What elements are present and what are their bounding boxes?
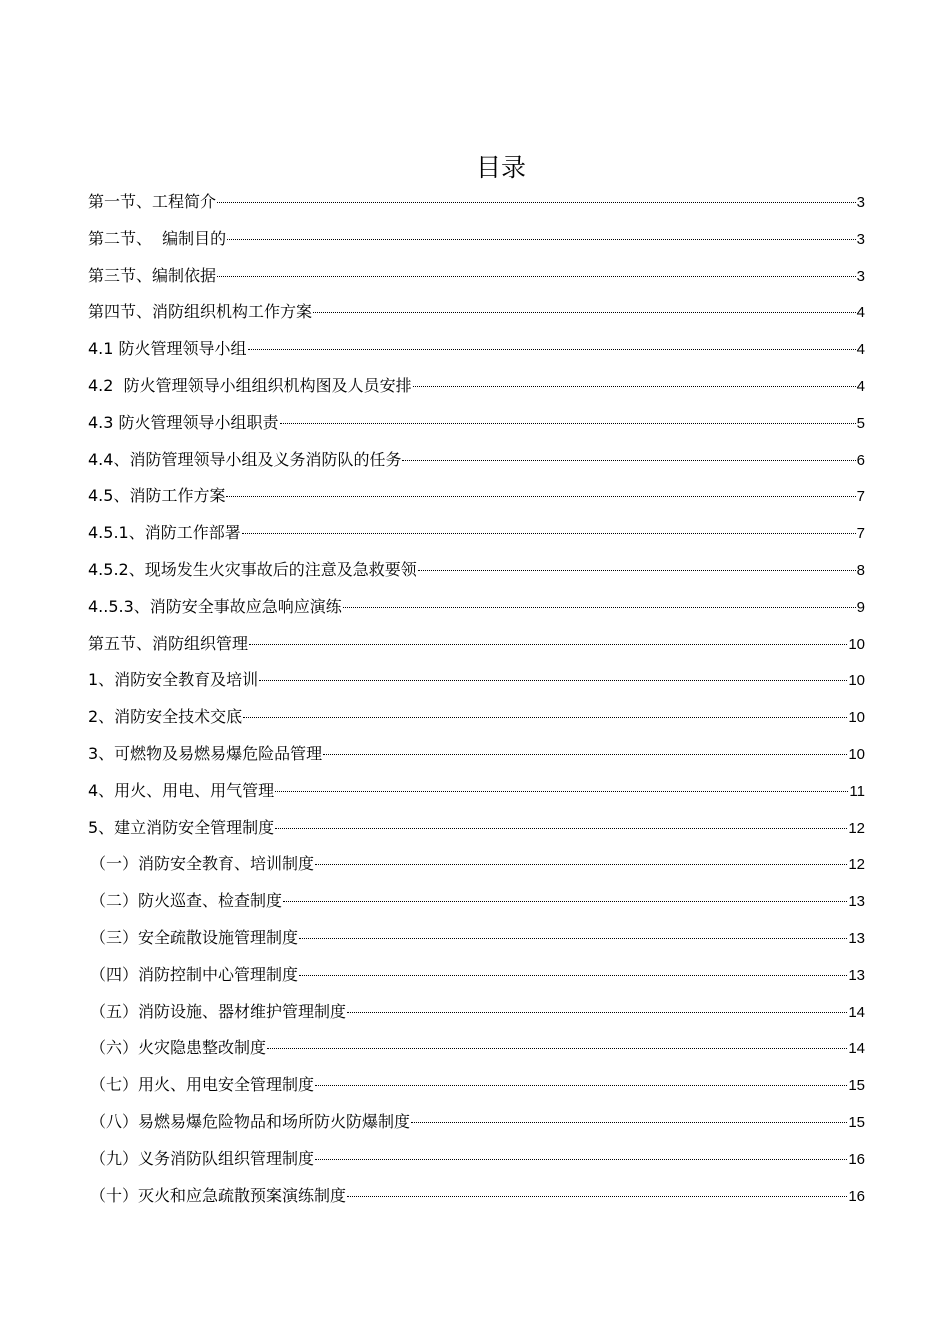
toc-entry[interactable] xyxy=(88,448,865,485)
toc-leader-dots xyxy=(217,276,856,277)
toc-page-number: 4 xyxy=(856,341,865,359)
toc-leader-dots xyxy=(275,791,848,792)
toc-leader-dots xyxy=(418,570,856,571)
toc-entry[interactable] xyxy=(88,852,865,889)
toc-page-number: 3 xyxy=(856,267,865,285)
toc-entry[interactable] xyxy=(88,668,865,705)
toc-entry-label: （一）消防安全教育、培训制度 xyxy=(90,854,315,874)
toc-leader-dots xyxy=(299,938,847,939)
toc-page-number: 6 xyxy=(856,451,865,469)
toc-page-number: 4 xyxy=(856,377,865,395)
toc-page-number: 3 xyxy=(856,230,865,248)
toc-entry-label: （九）义务消防队组织管理制度 xyxy=(90,1148,315,1168)
toc-entry-label: 第五节、消防组织管理 xyxy=(88,633,249,653)
toc-leader-dots xyxy=(313,312,856,313)
toc-entry[interactable] xyxy=(88,963,865,1000)
toc-leader-dots xyxy=(315,1159,847,1160)
toc-entry[interactable] xyxy=(88,484,865,521)
toc-page-number: 15 xyxy=(848,1077,865,1095)
toc-title: 目录 xyxy=(475,152,526,182)
toc-entry[interactable] xyxy=(88,411,865,448)
toc-leader-dots xyxy=(242,533,856,534)
toc-page-number: 10 xyxy=(848,672,865,690)
toc-entry[interactable] xyxy=(88,1000,865,1037)
toc-entry[interactable] xyxy=(88,374,865,411)
toc-entry-label: 第四节、消防组织机构工作方案 xyxy=(88,302,313,322)
toc-entry[interactable] xyxy=(88,816,865,853)
toc-entry[interactable] xyxy=(88,264,865,301)
toc-entry-label: 2、消防安全技术交底 xyxy=(88,707,243,727)
toc-entry[interactable] xyxy=(88,1184,865,1221)
toc-entry-label: 4.5、消防工作方案 xyxy=(88,486,226,506)
toc-page-number: 10 xyxy=(848,745,865,763)
toc-leader-dots xyxy=(347,1012,847,1013)
toc-page-number: 11 xyxy=(849,782,865,800)
toc-entry[interactable] xyxy=(88,190,865,227)
toc-page-number: 12 xyxy=(848,856,865,874)
toc-entry-label: 3、可燃物及易燃易爆危险品管理 xyxy=(88,743,323,763)
toc-leader-dots xyxy=(249,644,847,645)
toc-entry[interactable] xyxy=(88,337,865,374)
toc-entry-label: 4.4、消防管理领导小组及义务消防队的任务 xyxy=(88,449,402,469)
toc-entry-label: 4.3 防火管理领导小组职责 xyxy=(88,412,279,432)
toc-entry[interactable] xyxy=(88,521,865,558)
toc-leader-dots xyxy=(413,386,856,387)
toc-entry[interactable] xyxy=(88,300,865,337)
toc-entry-label: （七）用火、用电安全管理制度 xyxy=(90,1075,315,1095)
toc-leader-dots xyxy=(343,607,856,608)
toc-entry-label: 第一节、工程简介 xyxy=(88,192,217,211)
toc-entry[interactable] xyxy=(88,1110,865,1147)
toc-leader-dots xyxy=(248,349,856,350)
toc-leader-dots xyxy=(227,239,855,240)
toc-leader-dots xyxy=(280,423,856,424)
toc-page-number: 9 xyxy=(856,598,865,616)
toc-page-number: 3 xyxy=(856,194,865,211)
toc-entry[interactable] xyxy=(88,926,865,963)
toc-leader-dots xyxy=(347,1196,847,1197)
toc-entry[interactable] xyxy=(88,1073,865,1110)
toc-leader-dots xyxy=(283,901,847,902)
toc-page-number: 13 xyxy=(848,929,865,947)
toc-entry-label: 第三节、编制依据 xyxy=(88,265,217,285)
toc-entry[interactable] xyxy=(88,1147,865,1184)
toc-leader-dots xyxy=(259,680,847,681)
toc-leader-dots xyxy=(315,864,847,865)
toc-leader-dots xyxy=(315,1085,847,1086)
toc-entry-label: 4.5.1、消防工作部署 xyxy=(88,523,241,543)
toc-entry-label: （十）灭火和应急疏散预案演练制度 xyxy=(90,1185,347,1205)
toc-leader-dots xyxy=(299,975,847,976)
toc-page-number: 15 xyxy=(848,1113,865,1131)
toc-leader-dots xyxy=(226,496,855,497)
toc-leader-dots xyxy=(323,754,847,755)
toc-page-number: 7 xyxy=(856,525,865,543)
toc-entry[interactable] xyxy=(88,227,865,264)
toc-entry[interactable] xyxy=(88,558,865,595)
toc-page-number: 10 xyxy=(848,635,865,653)
toc-list xyxy=(88,190,865,1220)
toc-entry[interactable] xyxy=(88,889,865,926)
toc-leader-dots xyxy=(243,717,847,718)
toc-entry-label: 5、建立消防安全管理制度 xyxy=(88,817,275,837)
toc-entry-label: 4.1 防火管理领导小组 xyxy=(88,339,247,359)
toc-leader-dots xyxy=(275,828,847,829)
toc-page-number: 10 xyxy=(848,709,865,727)
toc-entry-label: （六）火灾隐患整改制度 xyxy=(90,1038,267,1058)
toc-page-number: 14 xyxy=(848,1040,865,1058)
toc-entry-label: 4..5.3、消防安全事故应急响应演练 xyxy=(88,596,342,616)
toc-page-number: 8 xyxy=(856,561,865,579)
toc-entry[interactable] xyxy=(88,742,865,779)
toc-entry-label: （二）防火巡查、检查制度 xyxy=(90,891,283,911)
toc-entry[interactable] xyxy=(88,1036,865,1073)
toc-page-number: 4 xyxy=(856,304,865,322)
toc-entry[interactable] xyxy=(88,632,865,669)
toc-page-number: 16 xyxy=(848,1150,865,1168)
toc-entry-label: 第二节、 编制目的 xyxy=(88,228,227,248)
toc-page-number: 16 xyxy=(848,1187,865,1205)
toc-entry-label: （四）消防控制中心管理制度 xyxy=(90,964,299,984)
toc-entry-label: （五）消防设施、器材维护管理制度 xyxy=(90,1001,347,1021)
toc-page-number: 12 xyxy=(848,819,865,837)
toc-page-number: 13 xyxy=(848,966,865,984)
toc-entry-label: （八）易燃易爆危险物品和场所防火防爆制度 xyxy=(90,1111,411,1131)
toc-page-number: 7 xyxy=(856,488,865,506)
toc-entry[interactable] xyxy=(88,595,865,632)
toc-leader-dots xyxy=(402,460,855,461)
toc-leader-dots xyxy=(217,202,856,203)
toc-leader-dots xyxy=(267,1048,847,1049)
toc-entry[interactable] xyxy=(88,705,865,742)
toc-entry-label: 4.5.2、现场发生火灾事故后的注意及急救要领 xyxy=(88,559,417,579)
toc-entry[interactable] xyxy=(88,779,865,816)
toc-leader-dots xyxy=(411,1122,847,1123)
toc-page-number: 5 xyxy=(856,414,865,432)
toc-entry-label: 1、消防安全教育及培训 xyxy=(88,670,259,690)
toc-page-number: 14 xyxy=(848,1003,865,1021)
toc-page-number: 13 xyxy=(848,893,865,911)
toc-entry-label: 4.2 防火管理领导小组组织机构图及人员安排 xyxy=(88,375,412,395)
toc-entry-label: （三）安全疏散设施管理制度 xyxy=(90,927,299,947)
toc-entry-label: 4、用火、用电、用气管理 xyxy=(88,780,275,800)
